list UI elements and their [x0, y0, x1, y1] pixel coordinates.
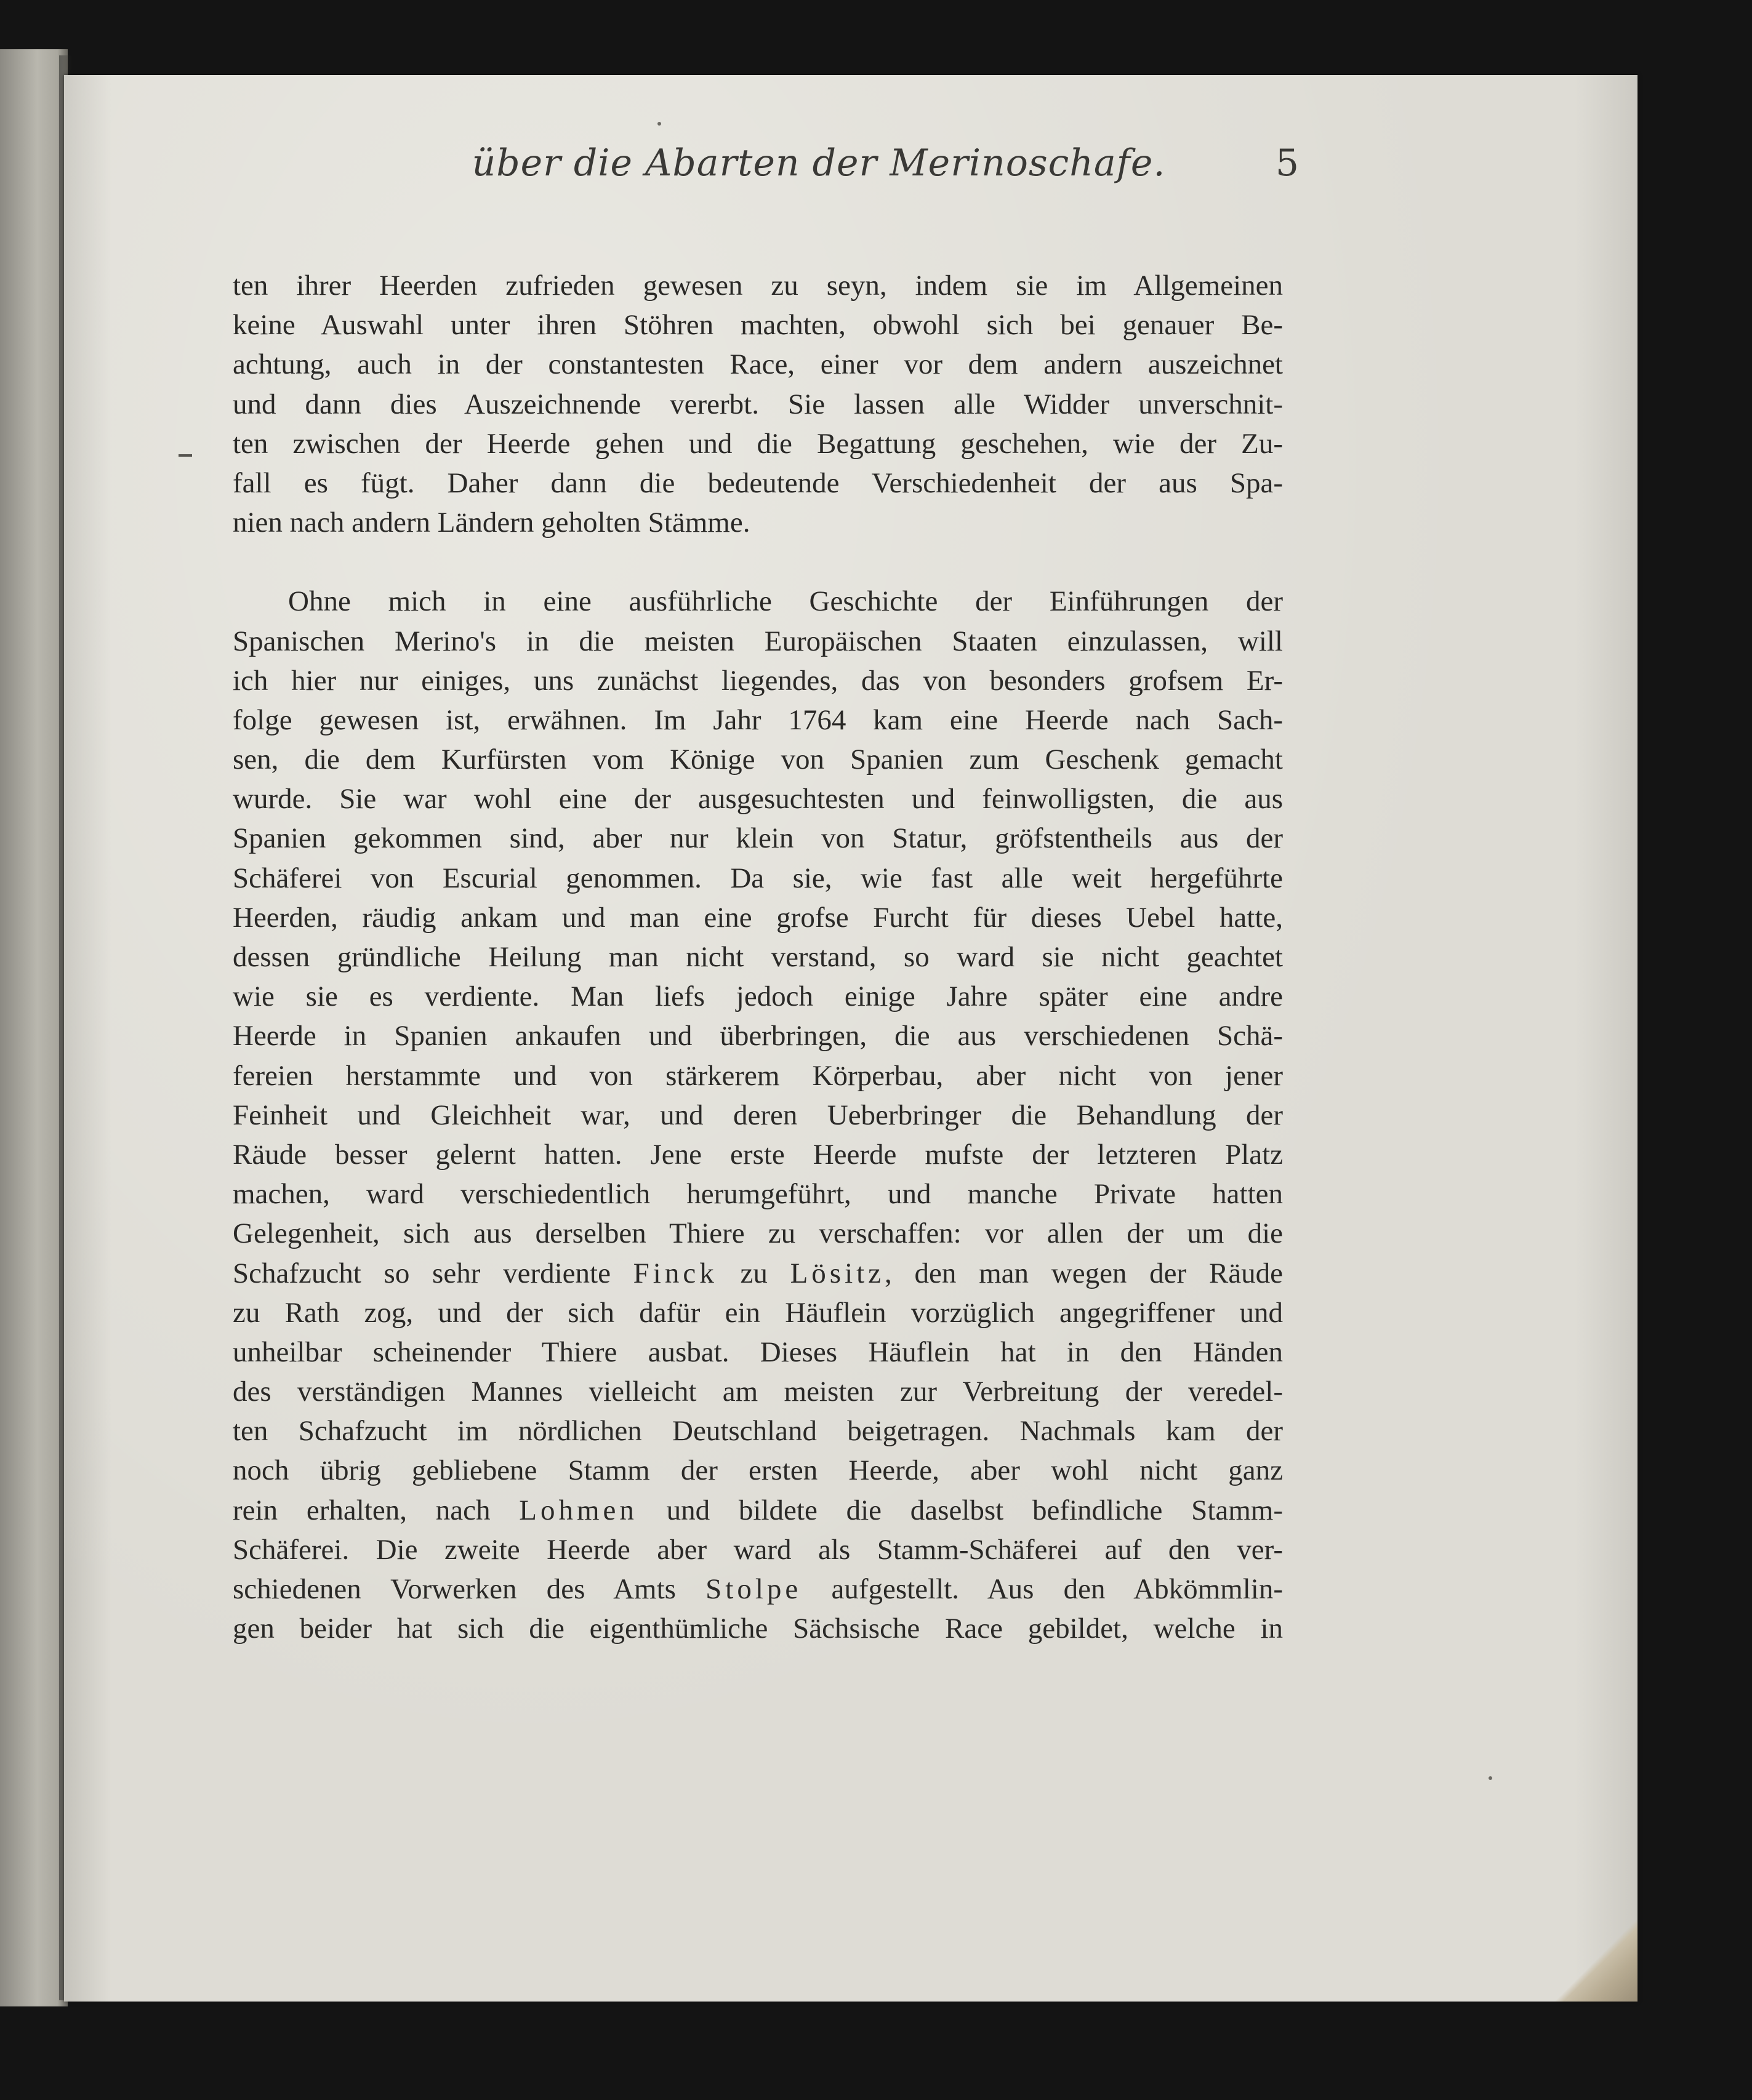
place-name-loesitz: Lösitz: [790, 1257, 885, 1289]
text-line: ten ihrer Heerden zufrieden gewesen zu seyn, indem sie im Allgemeinen: [233, 270, 1283, 302]
text-segment: zu: [717, 1257, 790, 1289]
text-line: ich hier nur einiges, uns zunächst liegendes, das von besonders grofsem Er-: [233, 664, 1283, 697]
text-segment: rein erhalten, nach: [233, 1494, 520, 1526]
text-line-with-names: [233, 1569, 1283, 1609]
text-line: Spanien gekommen sind, aber nur klein von Statur, gröfstentheils aus der: [233, 822, 1283, 855]
text-line: Räude besser gelernt hatten. Jene erste Heerde mufste der letzteren Platz: [233, 1138, 1283, 1171]
text-line: Gelegenheit, sich aus derselben Thiere zu verschaffen: vor allen der um die: [233, 1217, 1283, 1250]
text-line: sen, die dem Kurfürsten vom Könige von Spanien zum Geschenk gemacht: [233, 743, 1283, 776]
facing-page-edge: [0, 49, 68, 2006]
text-line: achtung, auch in der constantesten Race, einer vor dem andern auszeichnet: [233, 348, 1283, 381]
text-line: Spanischen Merino's in die meisten Europäischen Staaten einzulassen, will: [233, 625, 1283, 657]
margin-mark: [179, 454, 192, 457]
text-line-with-names: [233, 1491, 1283, 1530]
person-name-finck: Finck: [633, 1257, 718, 1289]
text-line-with-names: [233, 1254, 1283, 1293]
running-head-title: über die Abarten der Merinoschafe.: [472, 142, 1166, 185]
text-line: gen beider hat sich die eigenthümliche Sächsische Race gebildet, welche in: [233, 1613, 1283, 1645]
paragraph-1: [233, 266, 1283, 542]
text-line: fereien herstammte und von stärkerem Körperbau, aber nicht von jener: [233, 1059, 1283, 1092]
text-line: unheilbar scheinender Thiere ausbat. Dieses Häuflein hat in den Händen: [233, 1336, 1283, 1368]
place-name-stolpe: Stolpe: [705, 1573, 802, 1605]
text-segment: Schafzucht so sehr verdiente: [233, 1257, 633, 1289]
text-segment: , den man wegen der Räude: [885, 1257, 1283, 1289]
text-line: Ohne mich in eine ausführliche Geschichte der Einführungen der: [288, 585, 1283, 618]
worn-page-corner: [1545, 1909, 1637, 2002]
text-line: Schäferei von Escurial genommen. Da sie, wie fast alle weit hergeführte: [233, 862, 1283, 894]
text-line: folge gewesen ist, erwähnen. Im Jahr 1764 kam eine Heerde nach Sach-: [233, 703, 1283, 736]
text-line: keine Auswahl unter ihren Stöhren machten, obwohl sich bei genauer Be-: [233, 309, 1283, 342]
text-line: dessen gründliche Heilung man nicht verstand, so ward sie nicht geachtet: [233, 941, 1283, 973]
text-line: noch übrig gebliebene Stamm der ersten Heerde, aber wohl nicht ganz: [233, 1454, 1283, 1487]
text-line: wurde. Sie war wohl eine der ausgesuchtesten und feinwolligsten, die aus: [233, 783, 1283, 816]
paper-speck: [657, 122, 661, 126]
text-segment: und bildete die daselbst befindliche Stamm-: [637, 1494, 1283, 1526]
text-line: Heerden, räudig ankam und man eine grofse Furcht für dieses Uebel hatte,: [233, 901, 1283, 934]
text-line: ten Schafzucht im nördlichen Deutschland beigetragen. Nachmals kam der: [233, 1415, 1283, 1448]
text-line: und dann dies Auszeichnende vererbt. Sie lassen alle Widder unverschnit-: [233, 388, 1283, 420]
text-line: wie sie es verdiente. Man liefs jedoch einige Jahre später eine andre: [233, 980, 1283, 1013]
body-text: [233, 266, 1283, 1648]
running-head: [228, 129, 1348, 197]
text-line: ten zwischen der Heerde gehen und die Begattung geschehen, wie der Zu-: [233, 427, 1283, 460]
text-line: nien nach andern Ländern geholten Stämme.: [233, 507, 750, 539]
text-line: Feinheit und Gleichheit war, und deren Ueberbringer die Behandlung der: [233, 1099, 1283, 1131]
paragraph-2: [233, 582, 1283, 1648]
paper-speck: [1489, 1776, 1492, 1780]
text-segment: schiedenen Vorwerken des Amts: [233, 1573, 706, 1605]
text-line: Heerde in Spanien ankaufen und überbringen, die aus verschiedenen Schä-: [233, 1020, 1283, 1052]
text-line: machen, ward verschiedentlich herumgeführt, und manche Private hatten: [233, 1178, 1283, 1211]
text-segment: aufgestellt. Aus den Abkömmlin-: [802, 1573, 1283, 1605]
text-line: fall es fügt. Daher dann die bedeutende Verschiedenheit der aus Spa-: [233, 467, 1283, 499]
text-line: zu Rath zog, und der sich dafür ein Häuflein vorzüglich angegriffener und: [233, 1296, 1283, 1329]
text-line: Schäferei. Die zweite Heerde aber ward als Stamm-Schäferei auf den ver-: [233, 1533, 1283, 1566]
page-number: 5: [1275, 142, 1299, 185]
text-line: des verständigen Mannes vielleicht am meisten zur Verbreitung der veredel-: [233, 1376, 1283, 1408]
place-name-lohmen: Lohmen: [519, 1494, 638, 1526]
